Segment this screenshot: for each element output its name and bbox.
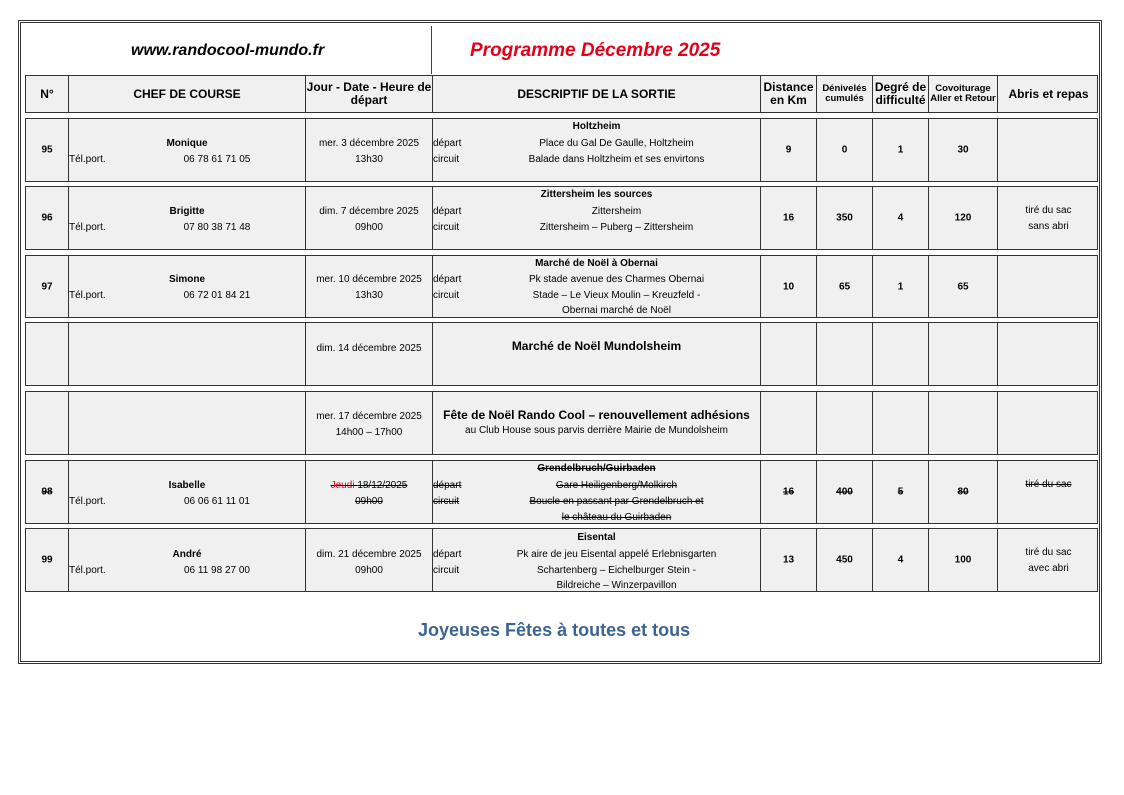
outing-date: dim. 7 décembre 2025: [319, 206, 419, 217]
chef-name: Brigitte: [169, 206, 205, 217]
degre-value: 4: [897, 212, 904, 224]
degre-value: 4: [897, 554, 904, 566]
circuit-desc: Stade – Le Vieux Moulin – Kreuzfeld -: [532, 290, 701, 301]
circuit-desc: Schartenberg – Eichelburger Stein -: [537, 565, 696, 576]
circuit-desc-2: Bildreiche – Winzerpavillon: [556, 580, 677, 591]
distance-value: 16: [782, 486, 795, 498]
covoit-value: 30: [957, 144, 969, 156]
circuit-label: circuit: [433, 154, 460, 165]
outing-date: dim. 14 décembre 2025: [316, 343, 422, 354]
chef-name: André: [172, 549, 202, 560]
chef-name: Monique: [166, 138, 208, 149]
table-row-cancelled: [25, 460, 1098, 524]
depart-label: départ: [433, 480, 462, 491]
chef-phone: 06 11 98 27 00: [184, 565, 250, 576]
depart-place: Zittersheim: [591, 206, 642, 217]
outing-title: Zittersheim les sources: [540, 189, 653, 200]
footer-greeting: Joyeuses Fêtes à toutes et tous: [418, 620, 691, 640]
circuit-label: circuit: [433, 565, 460, 576]
col-num: N°: [26, 76, 69, 112]
col-chef: CHEF DE COURSE: [69, 76, 306, 112]
depart-label: départ: [433, 206, 462, 217]
header-divider: [431, 26, 432, 74]
table-row: [25, 528, 1098, 592]
chef-name: Simone: [168, 274, 206, 285]
distance-value: 13: [782, 554, 795, 566]
tel-label: Tél.port.: [69, 154, 106, 165]
col-abris: Abris et repas: [1008, 86, 1089, 101]
table-row: [25, 255, 1098, 318]
table-row: [25, 186, 1098, 250]
table-row: [25, 118, 1098, 182]
depart-label: départ: [433, 549, 462, 560]
chef-name: Isabelle: [168, 480, 206, 491]
depart-place: Pk stade avenue des Charmes Obernai: [528, 274, 705, 285]
outing-time: 09h00: [355, 222, 383, 233]
outing-date: [306, 480, 432, 491]
site-url: www.randocool-mundo.fr: [131, 42, 325, 59]
chef-phone: 07 80 38 71 48: [183, 222, 251, 233]
outing-date: mer. 10 décembre 2025: [316, 274, 422, 285]
depart-label: départ: [433, 138, 462, 149]
depart-label: départ: [433, 274, 462, 285]
depart-place: Place du Gal De Gaulle, Holtzheim: [539, 138, 694, 149]
col-date: Jour - Date - Heure de départ: [306, 76, 433, 112]
circuit-label: circuit: [433, 222, 460, 233]
abris-line1: tiré du sac: [1025, 205, 1072, 216]
table-header: [25, 75, 1098, 113]
table-row: [25, 391, 1098, 455]
outing-date-value: 18/12/2025: [357, 480, 408, 491]
distance-value: 10: [782, 281, 795, 292]
col-deniveles: Dénivelés cumulés: [817, 76, 873, 112]
outing-day-red: Jeudi: [330, 480, 355, 491]
row-number: 98: [41, 486, 53, 498]
tel-label: Tél.port.: [69, 565, 106, 576]
tel-label: Tél.port.: [69, 222, 106, 233]
depart-place: Gare Heiligenberg/Molkirch: [555, 480, 678, 491]
outing-title: Eisental: [577, 532, 616, 543]
circuit-desc-2: le château du Guirbaden: [561, 512, 672, 523]
distance-value: 16: [782, 212, 795, 224]
table-row: [25, 322, 1098, 386]
outing-title: Grendelbruch/Guirbaden: [537, 463, 656, 474]
abris-line2: sans abri: [1028, 221, 1069, 232]
outing-time: 09h00: [355, 565, 383, 576]
outing-date: dim. 21 décembre 2025: [316, 549, 422, 560]
row-number: 99: [41, 554, 53, 566]
col-desc: DESCRIPTIF DE LA SORTIE: [433, 76, 761, 112]
event-title: Marché de Noël Mundolsheim: [511, 339, 682, 353]
degre-value: 1: [897, 281, 904, 292]
page-title: Programme Décembre 2025: [470, 40, 721, 61]
event-subtitle: au Club House sous parvis derrière Mairie de Mundolsheim: [465, 425, 728, 436]
row-number: 95: [41, 144, 53, 156]
circuit-desc-2: Obernai marché de Noël: [562, 305, 671, 316]
outing-time: 13h30: [355, 290, 383, 301]
circuit-desc: Zittersheim – Puberg – Zittersheim: [539, 222, 694, 233]
deniveles-value: 0: [841, 144, 848, 156]
event-title: Fête de Noël Rando Cool – renouvellement adhésions: [443, 408, 750, 422]
col-covoit: Covoiturage Aller et Retour: [929, 76, 998, 112]
circuit-label: circuit: [433, 290, 460, 301]
tel-label: Tél.port.: [69, 290, 106, 301]
chef-phone: 06 72 01 84 21: [183, 290, 251, 301]
covoit-value: 120: [954, 212, 972, 224]
deniveles-value: 350: [836, 212, 853, 224]
circuit-desc: Boucle en passant par Grendelbruch et: [529, 496, 704, 507]
distance-value: 9: [785, 144, 792, 156]
degre-value: 1: [897, 144, 904, 156]
abris-line1: tiré du sac: [1025, 547, 1072, 558]
outing-date: mer. 17 décembre 2025: [316, 411, 422, 422]
tel-label: Tél.port.: [69, 496, 106, 507]
deniveles-value: 450: [836, 554, 853, 566]
covoit-value: 100: [954, 554, 972, 566]
abris-line1: tiré du sac: [1025, 479, 1072, 490]
covoit-value: 80: [957, 486, 969, 498]
outing-time: 14h00 – 17h00: [335, 427, 403, 438]
col-distance: Distance en Km: [761, 76, 817, 112]
outing-date: mer. 3 décembre 2025: [318, 138, 420, 149]
circuit-desc: Balade dans Holtzheim et ses envirtons: [528, 154, 705, 165]
chef-phone: 06 06 61 11 01: [184, 496, 250, 507]
outing-title: Marché de Noël à Obernai: [535, 258, 658, 269]
deniveles-value: 65: [838, 281, 851, 292]
covoit-value: 65: [957, 281, 969, 292]
chef-phone: 06 78 61 71 05: [183, 154, 251, 165]
deniveles-value: 400: [836, 486, 853, 498]
outing-time: 09h00: [355, 496, 383, 507]
depart-place: Pk aire de jeu Eisental appelé Erlebnisgarten: [516, 549, 717, 560]
circuit-label: circuit: [433, 496, 460, 507]
outing-title: Holtzheim: [572, 121, 621, 132]
degre-value: 5: [897, 486, 904, 498]
row-number: 97: [41, 281, 53, 292]
row-number: 96: [41, 212, 53, 224]
col-degre: Degré de difficulté: [873, 76, 929, 112]
abris-line2: avec abri: [1028, 563, 1069, 574]
outing-time: 13h30: [355, 154, 383, 165]
